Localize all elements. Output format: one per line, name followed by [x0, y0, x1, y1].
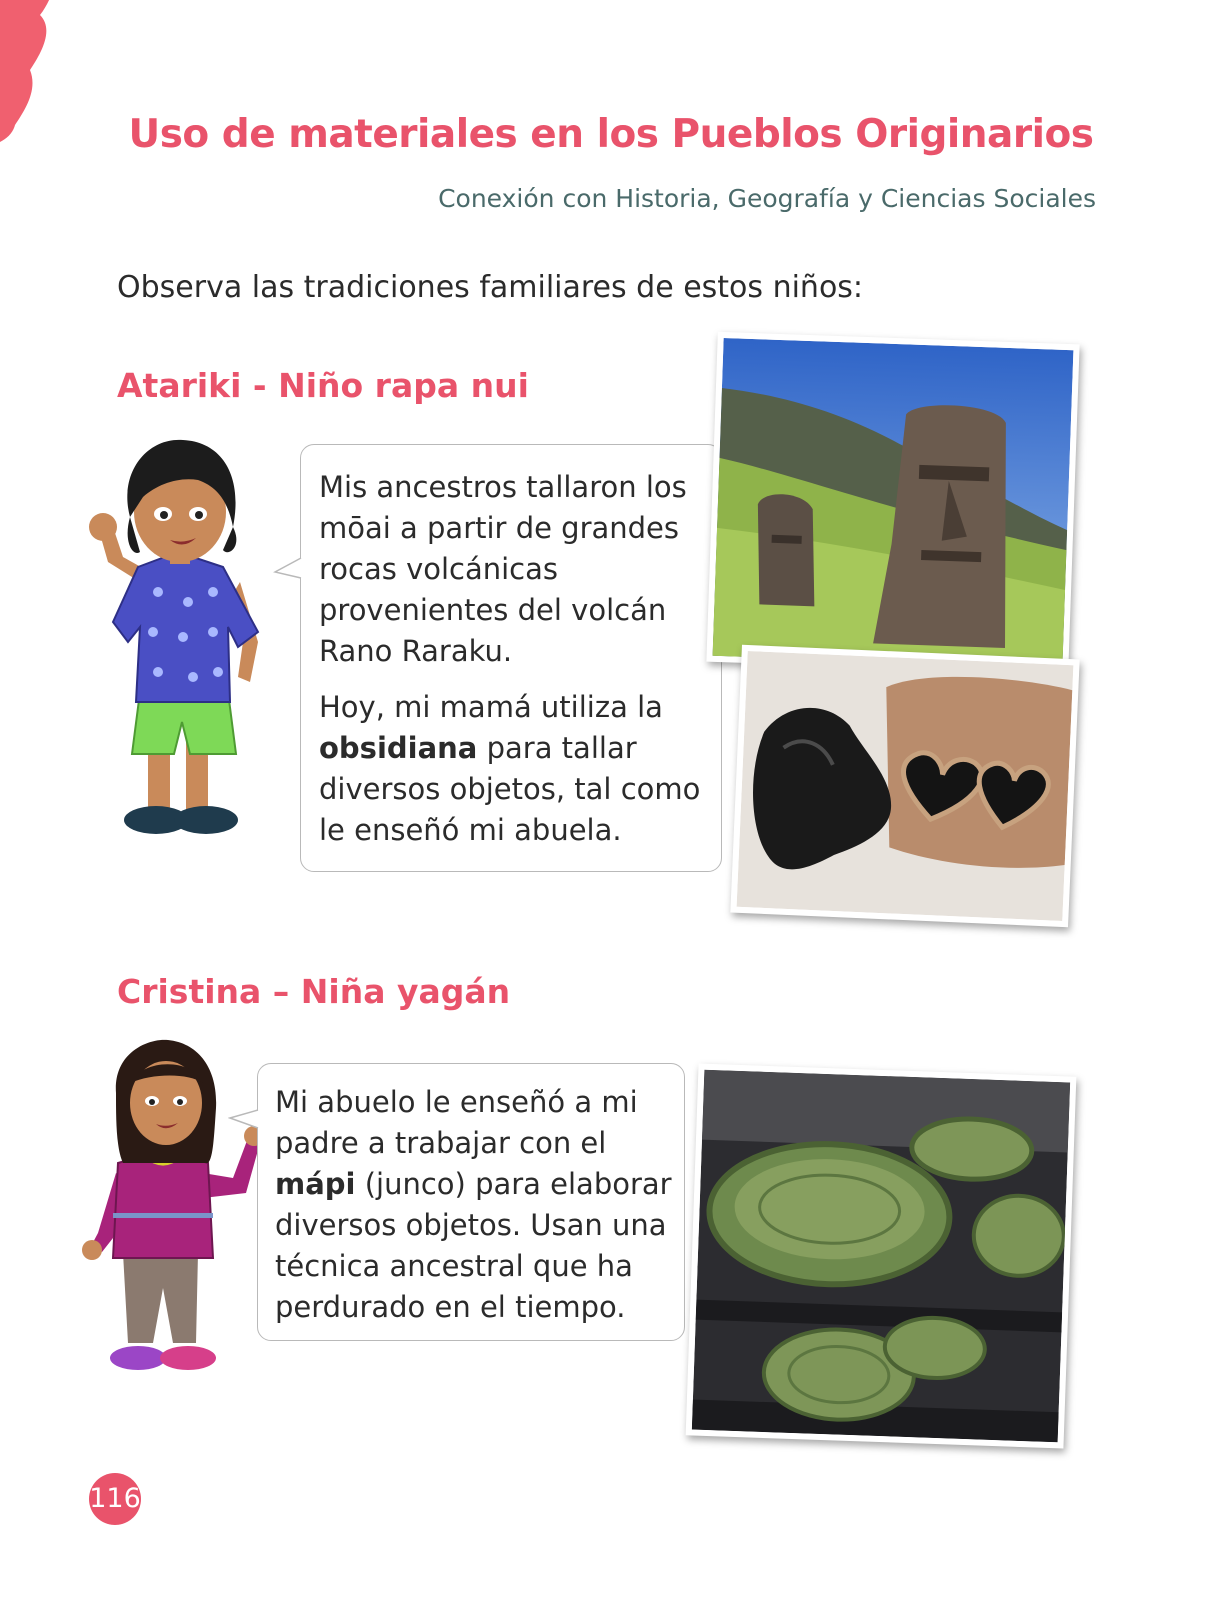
- section-heading-atariki: Atariki - Niño rapa nui: [117, 366, 529, 405]
- atariki-paragraph-2: Hoy, mi mamá utiliza la obsidiana para tallar diversos objetos, tal como le enseñó mi abuela.: [319, 690, 701, 847]
- page-number: 116: [89, 1473, 141, 1525]
- cristina-speech-bubble: [257, 1063, 685, 1341]
- keyword-obsidiana: obsidiana: [319, 731, 478, 765]
- page-title: Uso de materiales en los Pueblos Originarios: [128, 112, 1094, 157]
- section-heading-cristina: Cristina – Niña yagán: [117, 972, 511, 1011]
- keyword-mapi: mápi: [275, 1167, 356, 1201]
- atariki-paragraph-1: Mis ancestros tallaron los mōai a partir de grandes rocas volcánicas provenientes del volcán Rano Raraku.: [319, 470, 687, 668]
- atariki-character-illustration: [78, 432, 278, 847]
- atariki-bubble-tail: [273, 556, 303, 582]
- atariki-speech-bubble: [300, 444, 722, 872]
- cristina-bubble-tail: [228, 1108, 260, 1132]
- baskets-photo: [686, 1064, 1077, 1449]
- obsidian-photo: [730, 645, 1079, 927]
- cristina-character-illustration: [68, 1038, 268, 1383]
- page-subtitle: Conexión con Historia, Geografía y Ciencias Sociales: [438, 184, 1096, 213]
- moai-photo: [706, 332, 1079, 674]
- intro-text: Observa las tradiciones familiares de estos niños:: [117, 270, 864, 305]
- cristina-paragraph: Mi abuelo le enseñó a mi padre a trabajar con el mápi (junco) para elaborar diversos objetos. Usan una técnica ancestral que ha perdurado en el tiempo.: [275, 1085, 672, 1324]
